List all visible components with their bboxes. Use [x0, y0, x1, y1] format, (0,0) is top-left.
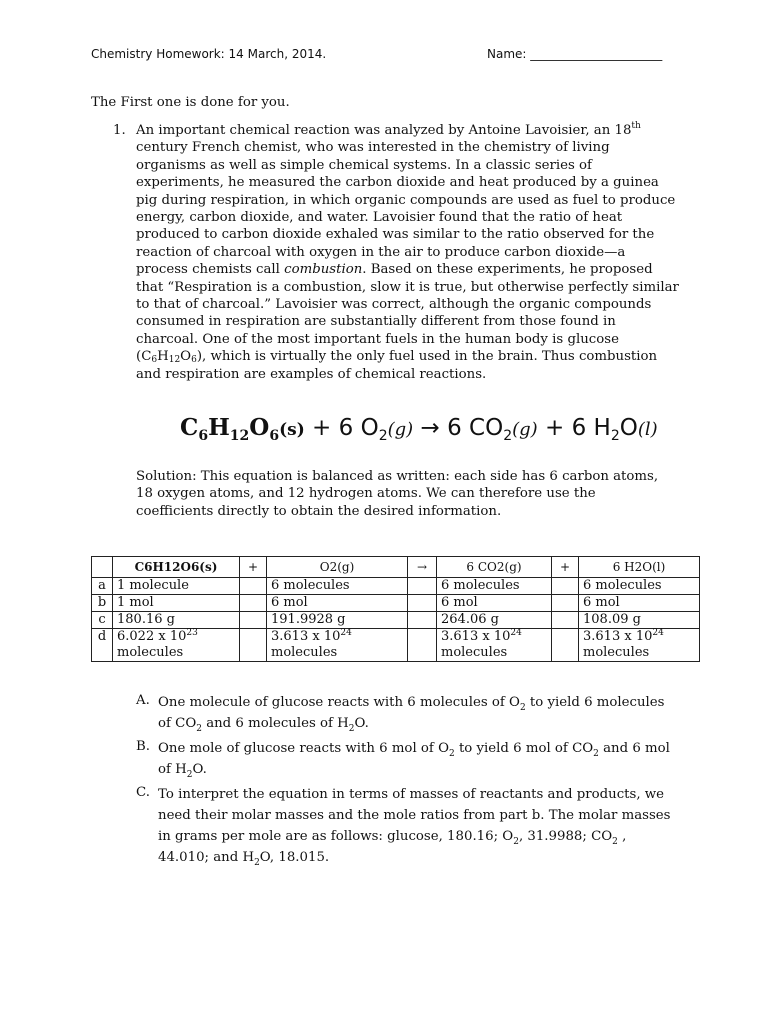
- cell-spacer: [240, 595, 267, 612]
- cell-spacer: [240, 612, 267, 629]
- cell-water: 108.09 g: [579, 612, 700, 629]
- answer-text: One molecule of glucose reacts with 6 molecules of $O_2$ to yield 6 molecules of $CO_2$ and 6 molecules of $H_2O$.: [158, 695, 665, 734]
- row-label: d: [92, 629, 113, 662]
- cell-carbon-dioxide: 6 molecules: [437, 578, 552, 595]
- cell-water: 6 molecules: [579, 578, 700, 595]
- table-header-water: 6 H2O(l): [579, 557, 700, 578]
- table-header-arrow: →: [408, 557, 437, 578]
- cell-oxygen: 191.9928 g: [267, 612, 408, 629]
- question-number: 1.: [113, 123, 126, 138]
- cell-glucose: 1 molecule: [113, 578, 240, 595]
- cell-carbon-dioxide: 264.06 g: [437, 612, 552, 629]
- row-label: b: [92, 595, 113, 612]
- answer-letter: A.: [136, 693, 150, 708]
- row-label: a: [92, 578, 113, 595]
- cell-spacer: [552, 595, 579, 612]
- cell-water: 6 mol: [579, 595, 700, 612]
- table-header-plus: +: [240, 557, 267, 578]
- row-label: c: [92, 612, 113, 629]
- answer-letter: C.: [136, 785, 150, 800]
- header-name-field: Name: ______________________: [487, 47, 663, 61]
- table-row: [92, 578, 700, 595]
- cell-oxygen: 3.613 x $10^{24}$ molecules: [267, 629, 408, 662]
- cell-glucose: 1 mol: [113, 595, 240, 612]
- question-paragraph: An important chemical reaction was analyzed by Antoine Lavoisier, an 18th century French chemist, who was interested in the chemistry of living organisms as well as simple chemical systems. In a classic series of experiments, he measured the carbon dioxide and heat produced by a guinea pig during respiration, in which organic compounds are used as fuel to produce energy, carbon dioxide, and water. Lavoisier found that the ratio of heat produced to carbon dioxide exhaled was similar to the ratio observed for the reaction of charcoal with oxygen in the air to produce carbon dioxide—a process chemists call combustion. Based on these experiments, he proposed that “Respiration is a combustion, slow it is true, but otherwise perfectly similar to that of charcoal.” Lavoisier was correct, although the organic compounds consumed in respiration are substantially different from those found in charcoal. One of the most important fuels in the human body is glucose $(C_6H_{12}O_6)$, which is virtually the only fuel used in the brain. Thus combustion and respiration are examples of chemical reactions.: [136, 121, 679, 382]
- answer-letter: B.: [136, 739, 150, 754]
- answer-text: To interpret the equation in terms of masses of reactants and products, we need their molar masses and the mole ratios from part b. The molar masses in grams per mole are as follows: glucose, 180.16; $O_2$, 31.9988; $CO_2$ , 44.010; and $H_2O$, 18.015.: [158, 787, 671, 868]
- cell-oxygen: 6 molecules: [267, 578, 408, 595]
- solution-text: Solution: This equation is balanced as written: each side has 6 carbon atoms, 18 oxygen atoms, and 12 hydrogen atoms. We can therefore use the coefficients directly to obtain the desired information.: [136, 469, 659, 519]
- table-header-corner: [92, 557, 113, 578]
- cell-spacer: [408, 595, 437, 612]
- header-course-date: Chemistry Homework: 14 March, 2014.: [91, 47, 327, 61]
- cell-spacer: [408, 578, 437, 595]
- table-row: [92, 595, 700, 612]
- cell-carbon-dioxide: 3.613 x $10^{24}$ molecules: [437, 629, 552, 662]
- table-header-glucose: C6H12O6(s): [113, 557, 240, 578]
- stoichiometry-table: [91, 556, 700, 662]
- answer-b: [136, 738, 681, 780]
- cell-oxygen: 6 mol: [267, 595, 408, 612]
- intro-text: The First one is done for you.: [91, 95, 290, 110]
- table-row: [92, 629, 700, 662]
- cell-spacer: [552, 612, 579, 629]
- answer-text: One mole of glucose reacts with 6 mol of $O_2$ to yield 6 mol of $CO_2$ and 6 mol of $H_2O$.: [158, 741, 670, 780]
- cell-carbon-dioxide: 6 mol: [437, 595, 552, 612]
- cell-glucose: 180.16 g: [113, 612, 240, 629]
- cell-spacer: [408, 612, 437, 629]
- table-header-carbon-dioxide: 6 CO2(g): [437, 557, 552, 578]
- cell-glucose: 6.022 x $10^{23}$ molecules: [113, 629, 240, 662]
- cell-spacer: [552, 578, 579, 595]
- cell-spacer: [408, 629, 437, 662]
- cell-spacer: [240, 578, 267, 595]
- table-row: [92, 612, 700, 629]
- answer-a: [136, 692, 681, 734]
- table-header-plus: +: [552, 557, 579, 578]
- answer-list: [136, 692, 681, 872]
- answer-c: [136, 784, 681, 868]
- chemical-equation: $C_6H_{12}O_6(s) + 6$ $O_2(g) \to 6$ $CO_2(g) + 6$ $H_2O(l)$: [180, 414, 658, 444]
- cell-spacer: [240, 629, 267, 662]
- table-header-oxygen: O2(g): [267, 557, 408, 578]
- cell-water: 3.613 x $10^{24}$ molecules: [579, 629, 700, 662]
- table-header-row: [92, 557, 700, 578]
- cell-spacer: [552, 629, 579, 662]
